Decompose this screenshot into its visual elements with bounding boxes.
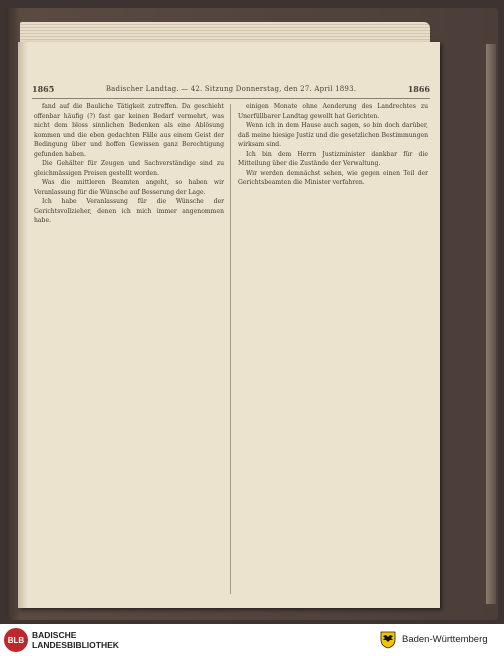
paragraph: Ich habe Veranlassung für die Wünsche der Gerichtsvollzieher, denen ich mich immer angenommen habe. xyxy=(34,198,224,224)
scanned-page xyxy=(18,42,440,608)
page-number-left: 1865 xyxy=(32,84,55,94)
library-name[interactable] xyxy=(32,630,119,650)
running-head: Badischer Landtag. — 42. Sitzung Donnerstag, den 27. April 1893. xyxy=(105,85,357,93)
page-number-right: 1866 xyxy=(407,84,430,94)
page-gutter xyxy=(18,42,28,608)
page-header xyxy=(32,84,430,99)
column-divider xyxy=(230,104,231,594)
footer-bar xyxy=(0,624,504,656)
paragraph: Wir werden demnächst sehen, wie gegen einen Teil der Gerichtsbeamten die Minister verfahren. xyxy=(238,169,428,186)
paragraph: fand auf die Bauliche Tätigkeit zutreffen. Da geschieht offenbar häufig (?) fast gar keinen Bedarf vermehrt, was nicht dem bloss sinnlichen Bedenken als eine Ablösung kommen und die eben gedachten Fälle aus einem Geist der Bedingung über und hoffen Gewissen ganz Berechtigung gefunden haben. xyxy=(34,103,224,158)
paragraph: Was die mittleren Beamten angeht, so haben wir Veranlassung für die Wünsche auf Besserung der Lage. xyxy=(34,179,224,196)
paragraph: einigen Monate ohne Aenderung des Landrechtes zu Unerfüllbarer Landtag gewollt hat Gerichten. xyxy=(238,103,428,120)
text-column-left xyxy=(34,102,224,596)
text-column-right xyxy=(238,102,428,596)
baden-wuerttemberg-crest-icon[interactable] xyxy=(380,631,396,649)
library-name-line2: LANDESBIBLIOTHEK xyxy=(32,640,119,650)
paragraph: Die Gehälter für Zeugen und Sachverständige sind zu gleichmässigen Preisen gestellt worden. xyxy=(34,160,224,177)
blb-logo-icon[interactable]: BLB xyxy=(4,628,28,652)
paragraph: Ich bin dem Herrn Justizminister dankbar für die Mitteilung über die Zustände der Verwaltung. xyxy=(238,150,428,167)
paragraph: Wenn ich in dem Hause auch sagen, so bin doch darüber, daß meine hiesige Justiz und die gesetzlichen Bestimmungen wirksam sind. xyxy=(238,122,428,148)
library-name-line1: BADISCHE xyxy=(32,630,77,640)
book-fore-edge xyxy=(486,44,496,604)
state-name[interactable]: Baden-Württemberg xyxy=(402,634,488,645)
